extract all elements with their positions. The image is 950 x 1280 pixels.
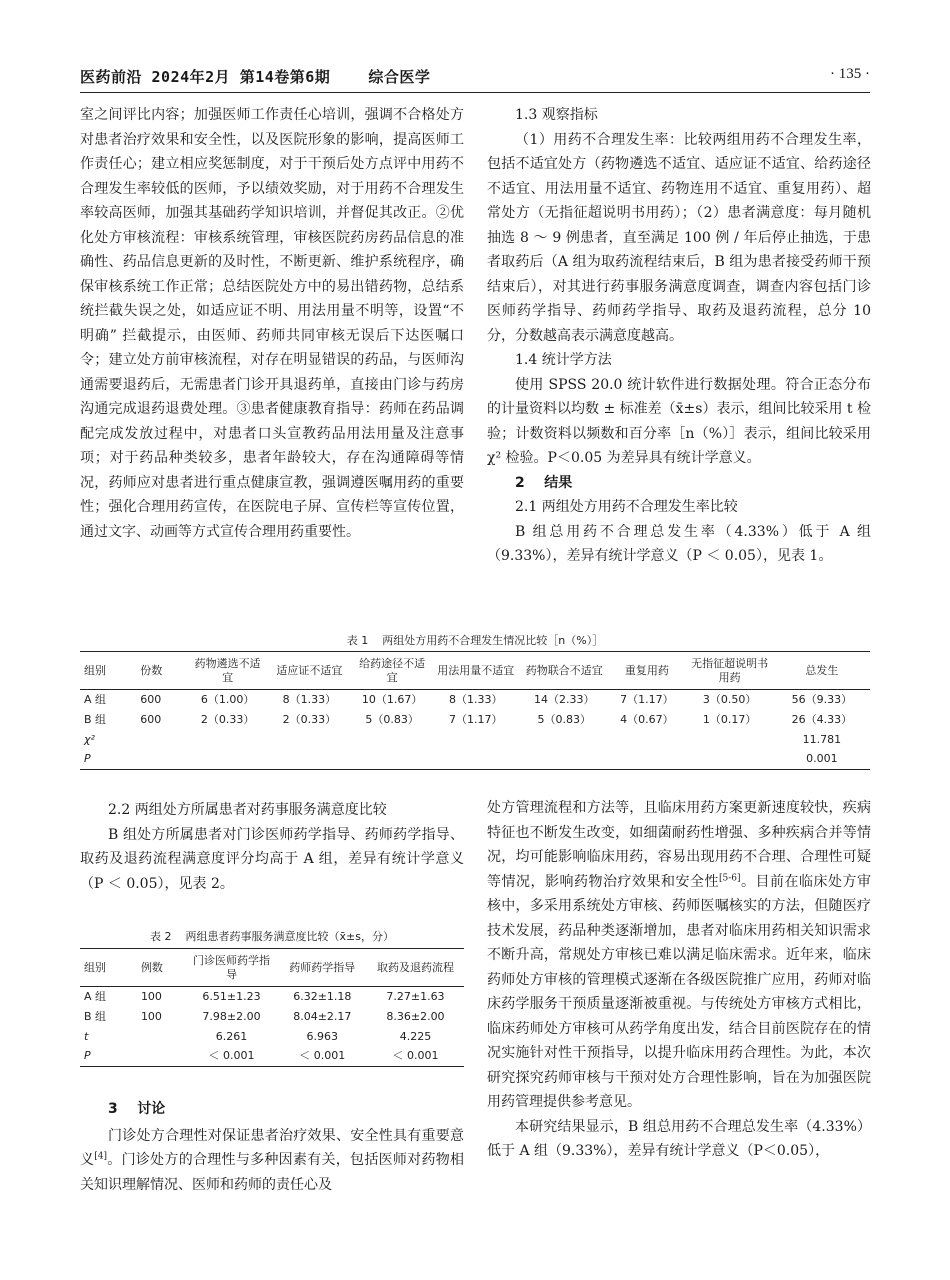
table1-header: 份数	[140, 663, 163, 677]
table1-cell: 2（0.33）	[200, 712, 255, 726]
table1	[80, 651, 870, 770]
table2-cell: B 组	[84, 1009, 107, 1023]
body-paragraph	[80, 1124, 464, 1198]
table1-cell: 26（4.33）	[791, 712, 853, 726]
table1-header: 给药途径不适宜	[359, 656, 426, 684]
section-heading-2-2: 2.2 两组处方所属患者对药事服务满意度比较	[108, 802, 387, 818]
body-paragraph: 使用 SPSS 20.0 统计软件进行数据处理。符合正态分布的计量资料以均数 ± 标准差（x̄±s）表示，组间比较采用 t 检验；计数资料以频数和百分率［n（%）］表示，组间比较采用 χ² 检验。P＜0.05 为差异具有统计学意义。	[487, 376, 871, 466]
table1-cell: 2（0.33）	[282, 712, 337, 726]
right-column-lower	[487, 796, 871, 1256]
citation: [4]	[94, 1151, 108, 1162]
table1-cell: P	[84, 752, 91, 766]
table2-cell: 8.36±2.00	[386, 1009, 445, 1023]
table2-cell: 100	[140, 1009, 162, 1023]
table1-cell: 10（1.67）	[361, 692, 423, 706]
table2-cell: ＜ 0.001	[392, 1049, 439, 1063]
running-header	[80, 62, 870, 93]
section-heading-3: 3 讨论	[108, 1101, 166, 1117]
table2-cell: 8.04±2.17	[293, 1009, 352, 1023]
left-column-upper	[80, 103, 464, 603]
table1-cell: B 组	[84, 712, 107, 726]
page-number: · 135 ·	[830, 66, 870, 82]
table2-cell: 4.225	[399, 1029, 432, 1043]
table1-header: 无指征超说明书用药	[691, 656, 769, 684]
left-column-lower-top	[80, 798, 464, 898]
left-column-lower	[80, 1097, 464, 1247]
table1-cell: 600	[140, 692, 162, 706]
table1-cell: 6（1.00）	[200, 692, 255, 706]
table1-cell: 1（0.17）	[702, 712, 757, 726]
journal-info: 医药前沿 2024年2月 第14卷第6期 综合医学	[80, 68, 431, 86]
table2-cell: P	[84, 1049, 91, 1063]
section-heading-1-4: 1.4 统计学方法	[515, 352, 612, 368]
text-run: 。门诊处方的合理性与多种因素有关，包括医师对药物相关知识理解情况、医师和药师的责任心及	[80, 1152, 464, 1193]
table2-cell	[137, 1027, 185, 1047]
table1-header: 重复用药	[624, 663, 669, 677]
text-run: 。目前在临床处方审核中，多采用系统处方审核、药师医嘱核实的方法，但随医疗技术发展，药品种类逐渐增加，患者对临床用药相关知识需求不断升高，常规处方审核已难以满足临床需求。近年来，临床药师处方审核的管理模式逐渐在各级医院推广应用，药师对临床药学服务干预质量逐渐被重视。与传统处方审核方式相比，临床药师处方审核可从药学角度出发，结合目前医院存在的情况实施针对性干预指导，以提升临床用药合理性。为此，本次研究探究药师审核与干预对处方合理性影响，旨在为加强医院用药管理提供参考意见。	[487, 873, 871, 1110]
table2-cell: 100	[140, 989, 162, 1003]
table2-cell: A 组	[84, 989, 107, 1003]
table1-cell: 4（0.67）	[620, 712, 674, 726]
table2-header: 取药及退药流程	[376, 960, 454, 974]
table1-cell: χ²	[84, 732, 95, 746]
table2-cell: 6.963	[306, 1029, 339, 1043]
table1-cell: 5（0.83）	[537, 712, 591, 726]
body-paragraph: B 组处方所属患者对门诊医师药学指导、药师药学指导、取药及退药流程满意度评分均高于 A 组，差异有统计学意义（P ＜ 0.05），见表 2。	[80, 826, 464, 892]
citation: [5-6]	[719, 872, 741, 883]
table1-cell: 7（1.17）	[449, 712, 503, 726]
body-paragraph: 室之间评比内容；加强医师工作责任心培训，强调不合格处方对患者治疗效果和安全性，以及医院形象的影响，提高医师工作责任心；建立相应奖惩制度，对于干预后处方点评中用药不合理发生率较低的医师，予以绩效奖励，对于用药不合理发生率较高医师，加强其基础药学知识培训，并督促其改正。②优化处方审核流程：审核系统管理，审核医院药房药品信息的准确性、药品信息更新的及时性，不断更新、维护系统程序，确保审核系统工作正常；总结医院处方中的易出错药物，总结系统拦截失误之处，如适应证不明、用法用量不明等，设置“不明确” 拦截提示，由医师、药师共同审核无误后下达医嘱口令；建立处方前审核流程，对存在明显错误的药品，与医师沟通需要退药后，无需患者门诊开具退药单，直接由门诊与药房沟通完成退药退费处理。③患者健康教育指导：药师在药品调配完成发放过程中，对患者口头宣教药品用法用量及注意事项；对于药品种类较多，患者年龄较大，存在沟通障碍等情况，药师应对患者进行重点健康宣教，强调遵医嘱用药的重要性；强化合理用药宣传，在医院电子屏、宣传栏等宣传位置，通过文字、动画等方式宣传合理用药重要性。	[80, 107, 464, 540]
table2-cell: 7.98±2.00	[202, 1009, 261, 1023]
table1-header: 适应证不适宜	[276, 663, 343, 677]
section-heading-1-3: 1.3 观察指标	[515, 107, 598, 123]
table2-cell: ＜ 0.001	[299, 1049, 346, 1063]
table1-cell: 56（9.33）	[791, 692, 853, 706]
table1-cell: 0.001	[806, 752, 838, 766]
table2-cell	[137, 1047, 185, 1067]
body-paragraph	[487, 796, 871, 1115]
section-heading-2-1: 2.1 两组处方用药不合理发生率比较	[515, 499, 738, 515]
table2-cell: t	[84, 1029, 89, 1043]
table1-cell: A 组	[84, 692, 107, 706]
right-column-upper	[487, 103, 871, 603]
table2-header: 药师药学指导	[289, 960, 356, 974]
section-heading-2: 2 结果	[515, 474, 573, 491]
table2-header: 组别	[84, 960, 106, 974]
table1-cell: 14（2.33）	[533, 692, 595, 706]
table1-cell: 11.781	[802, 732, 842, 746]
table2-cell: 6.51±1.23	[202, 989, 261, 1003]
table2-caption: 表 2 两组患者药事服务满意度比较（x̄±s，分）	[150, 930, 394, 943]
table2-cell: 7.27±1.63	[386, 989, 445, 1003]
table1-header: 总发生	[805, 663, 839, 677]
body-paragraph: 本研究结果显示，B 组总用药不合理总发生率（4.33%）低于 A 组（9.33%），差异有统计学意义（P＜0.05），	[487, 1118, 871, 1159]
table1-cell: 8（1.33）	[282, 692, 337, 706]
table1-cell: 600	[140, 712, 162, 726]
table2-cell: 6.32±1.18	[293, 989, 352, 1003]
table1-header: 用法用量不适宜	[437, 663, 515, 677]
table2-header: 门诊医师药学指导	[192, 953, 270, 981]
table1-cell: 3（0.50）	[702, 692, 757, 706]
table1-cell: 8（1.33）	[449, 692, 503, 706]
body-paragraph: B 组总用药不合理总发生率（4.33%）低于 A 组（9.33%），差异有统计学意义（P ＜ 0.05），见表 1。	[487, 523, 871, 564]
table2	[80, 948, 464, 1067]
table1-caption: 表 1 两组处方用药不合理发生情况比较［n（%）］	[346, 634, 604, 647]
table2-header: 例数	[140, 960, 163, 974]
table2-cell: 6.261	[215, 1029, 248, 1043]
table1-header: 药物遴选不适宜	[194, 656, 261, 684]
table1-header: 药物联合不适宜	[525, 663, 603, 677]
text-run: 处方管理流程和方法等，且临床用药方案更新速度较快，疾病特征也不断发生改变，如细菌耐药性增强、多种疾病合并等情况，均可能影响临床用药，容易出现用药不合理、合理性可疑等情况，影响药物治疗效果和安全性	[487, 800, 871, 890]
table1-cell: 7（1.17）	[620, 692, 674, 706]
table2-cell: ＜ 0.001	[208, 1049, 255, 1063]
text-run: 门诊处方合理性对保证患者治疗效果、安全性具有重要意义	[80, 1127, 464, 1168]
body-paragraph: （1）用药不合理发生率：比较两组用药不合理发生率，包括不适宜处方（药物遴选不适宜、适应证不适宜、给药途径不适宜、用法用量不适宜、药物连用不适宜、重复用药）、超常处方（无指征超说明书用药）；（2）患者满意度：每月随机抽选 8 ～ 9 例患者，直至满足 100 例 / 年后停止抽选，于患者取药后（A 组为取药流程结束后，B 组为患者接受药师干预结束后），对其进行药事服务满意度调查，调查内容包括门诊医师药学指导、药师药学指导、取药及退药流程，总分 10 分，分数越高表示满意度越高。	[487, 131, 871, 344]
table1-cell: 5（0.83）	[365, 712, 419, 726]
table1-header: 组别	[84, 663, 106, 677]
